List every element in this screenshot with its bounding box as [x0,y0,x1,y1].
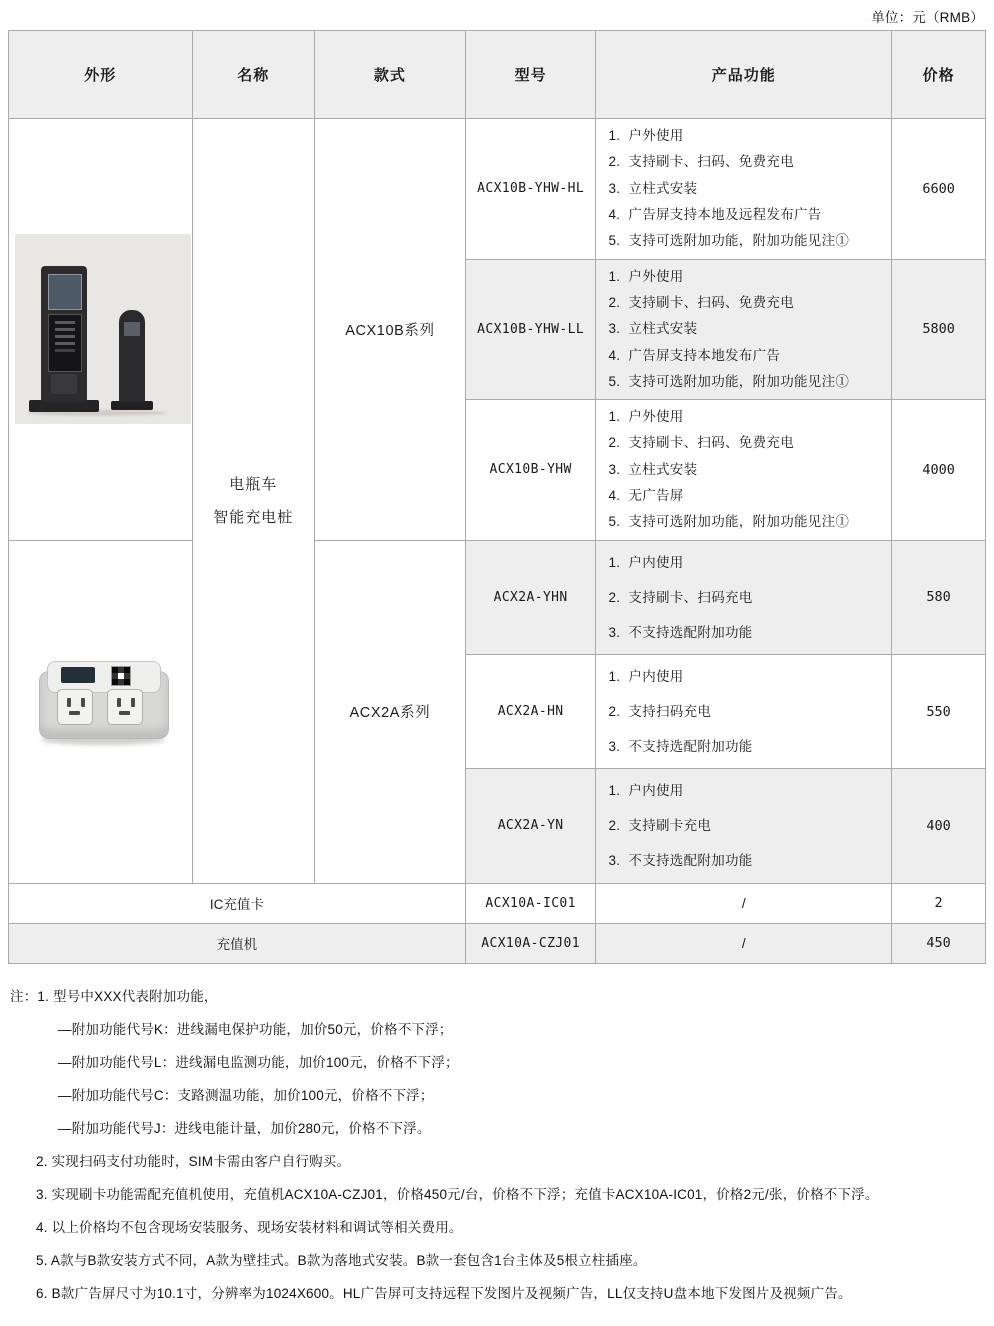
table-row [9,119,986,260]
column-header-appearance: 外形 [9,31,193,119]
socket-display [61,667,95,683]
feature-item: 1. 户内使用 [624,659,885,694]
model-code: ACX10B-YHW [465,400,596,541]
unit-label: 单位：元（RMB） [871,10,984,25]
note-item: 注：1. 型号中XXX代表附加功能， [10,988,218,1004]
feature-item: 3. 立柱式安装 [624,176,885,202]
feature-list [602,404,885,536]
note-item: 5. A款与B款安装方式不同，A款为壁挂式。B款为落地式安装。B款一套包含1台主体及5根立柱插座。 [36,1253,647,1269]
feature-item: 5. 支持可选附加功能，附加功能见注① [624,509,885,535]
feature-item: 2. 支持刷卡、扫码、免费充电 [624,149,885,175]
accessory-model: ACX10A-CZJ01 [465,923,596,963]
table-row [9,883,986,923]
socket-box-illustration [15,627,191,797]
price-value: 550 [892,654,986,768]
product-image-charging-pile [9,119,193,541]
feature-list [602,123,885,255]
note-item: —附加功能代号C：支路测温功能，加价100元，价格不下浮； [58,1087,434,1103]
feature-list-cell [596,259,892,400]
price-value: 4000 [892,400,986,541]
price-value: 6600 [892,119,986,260]
style-b-series: ACX10B系列 [314,119,465,541]
pile-secondary-body [119,310,145,402]
column-header-name: 名称 [192,31,314,119]
model-code: ACX2A-YHN [465,540,596,654]
header-row [9,31,986,119]
pile-secondary-base [111,401,153,410]
column-header-model: 型号 [465,31,596,119]
model-code: ACX2A-HN [465,654,596,768]
model-code: ACX10B-YHW-LL [465,259,596,400]
note-item: —附加功能代号J：进线电能计量，加价280元，价格不下浮。 [58,1120,431,1136]
column-header-style: 款式 [314,31,465,119]
feature-list-cell [596,654,892,768]
feature-item: 2. 支持刷卡、扫码、免费充电 [624,430,885,456]
feature-list [602,659,885,764]
feature-list-cell [596,119,892,260]
product-image-socket-box [9,540,193,883]
model-code: ACX10B-YHW-HL [465,119,596,260]
pile-ad-screen [48,274,82,310]
accessory-price: 450 [892,923,986,963]
table-header [9,31,986,119]
feature-item: 3. 立柱式安装 [624,316,885,342]
note-item: 4. 以上价格均不包含现场安装服务、现场安装材料和调试等相关费用。 [36,1219,463,1235]
socket-outlet-left [57,689,93,725]
notes-section [10,980,986,1311]
feature-item: 1. 户外使用 [624,123,885,149]
feature-item: 3. 不支持选配附加功能 [624,843,885,878]
feature-list [602,264,885,396]
table-body [9,119,986,964]
feature-list [602,773,885,878]
feature-list-cell [596,400,892,541]
feature-item: 3. 不支持选配附加功能 [624,615,885,650]
feature-item: 3. 不支持选配附加功能 [624,729,885,764]
accessory-name: IC充值卡 [9,883,466,923]
pile-secondary-screen [124,322,140,336]
note-item: —附加功能代号K：进线漏电保护功能，加价50元，价格不下浮； [58,1021,453,1037]
accessory-features: / [596,883,892,923]
note-item: 2. 实现扫码支付功能时，SIM卡需由客户自行购买。 [36,1153,351,1169]
pile-logo [51,374,77,394]
price-value: 580 [892,540,986,654]
accessory-features: / [596,923,892,963]
feature-item: 1. 户内使用 [624,545,885,580]
feature-item: 2. 支持刷卡、扫码、免费充电 [624,290,885,316]
accessory-name: 充值机 [9,923,466,963]
feature-item: 3. 立柱式安装 [624,457,885,483]
product-name-line2: 智能充电桩 [213,508,294,526]
feature-item: 2. 支持刷卡、扫码充电 [624,580,885,615]
model-code: ACX2A-YN [465,769,596,883]
product-name-line1: 电瓶车 [229,475,278,493]
style-a-series: ACX2A系列 [314,540,465,883]
feature-item: 1. 户外使用 [624,264,885,290]
table-row [9,540,986,654]
qr-code-icon [111,666,131,686]
product-price-table [8,30,986,964]
pile-base [29,400,99,412]
column-header-functions: 产品功能 [596,31,892,119]
price-value: 400 [892,769,986,883]
feature-item: 1. 户内使用 [624,773,885,808]
feature-item: 4. 无广告屏 [624,483,885,509]
note-item: 3. 实现刷卡功能需配充值机使用，充值机ACX10A-CZJ01，价格450元/台，价格不下浮；充值卡ACX10A-IC01，价格2元/张，价格不下浮。 [36,1186,879,1202]
feature-item: 4. 广告屏支持本地及远程发布广告 [624,202,885,228]
charging-pile-illustration [15,234,191,424]
pile-body [41,266,87,402]
feature-list-cell [596,769,892,883]
feature-item: 2. 支持扫码充电 [624,694,885,729]
feature-item: 5. 支持可选附加功能，附加功能见注① [624,369,885,395]
note-item: —附加功能代号L：进线漏电监测功能，加价100元，价格不下浮； [58,1054,459,1070]
accessory-price: 2 [892,883,986,923]
pile-socket-panel [48,314,82,372]
feature-item: 5. 支持可选附加功能，附加功能见注① [624,228,885,254]
accessory-model: ACX10A-IC01 [465,883,596,923]
price-value: 5800 [892,259,986,400]
column-header-price: 价格 [892,31,986,119]
table-row [9,923,986,963]
feature-item: 2. 支持刷卡充电 [624,808,885,843]
socket-outlet-right [107,689,143,725]
feature-list-cell [596,540,892,654]
feature-list [602,545,885,650]
feature-item: 1. 户外使用 [624,404,885,430]
note-item: 6. B款广告屏尺寸为10.1寸，分辨率为1024X600。HL广告屏可支持远程下发图片及视频广告，LL仅支持U盘本地下发图片及视频广告。 [36,1286,852,1302]
product-name-cell [192,119,314,884]
feature-item: 4. 广告屏支持本地发布广告 [624,343,885,369]
